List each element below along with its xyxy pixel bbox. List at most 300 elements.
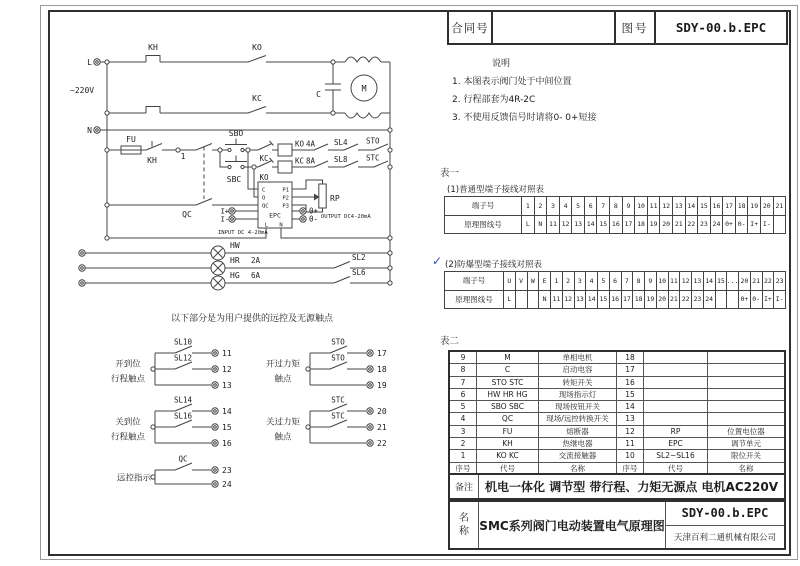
terminal-number-cell: 1 xyxy=(551,272,562,291)
label-ko: KO xyxy=(252,43,262,52)
row-label-terminal: 端子号 xyxy=(445,197,521,216)
terminal-number-cell: V xyxy=(516,272,527,291)
parts-index-cell: 序号 xyxy=(450,462,476,474)
terminal-column xyxy=(515,272,527,308)
label-n: N xyxy=(87,126,92,135)
parts-name-cell xyxy=(707,400,784,412)
wire-number-cell: 22 xyxy=(681,295,690,304)
wire-number-cell: 17 xyxy=(624,220,633,229)
table2-caption: 表二 xyxy=(440,336,460,347)
terminal-number-cell: 17 xyxy=(723,197,735,216)
terminal-number-cell: 15 xyxy=(698,197,710,216)
group5-title: 远控指示 xyxy=(116,473,152,484)
label-kc-interlock: KC xyxy=(259,154,269,163)
terminal-12: 12 xyxy=(222,365,232,374)
label-sto: STO xyxy=(366,136,380,146)
row-label-wire: 原理图线号 xyxy=(464,219,502,229)
label-2a: 2A xyxy=(251,256,261,265)
parts-index-cell: 13 xyxy=(616,412,643,424)
control-circuit xyxy=(105,129,392,219)
label-qc-switch: QC xyxy=(182,210,192,219)
terminal-number-cell: 11 xyxy=(669,272,680,291)
table2-subtitle: (2)防爆型端子接线对照表 xyxy=(445,260,543,270)
parts-index-cell: 12 xyxy=(616,425,643,437)
parts-code-cell: 代号 xyxy=(643,462,707,474)
terminal-column xyxy=(735,197,748,233)
terminal-column xyxy=(609,197,622,233)
terminal-number-cell: U xyxy=(504,272,515,291)
label-kh-control: KH xyxy=(147,156,157,165)
terminal-column xyxy=(621,272,633,308)
terminal-column xyxy=(550,272,562,308)
label-fu: FU xyxy=(126,135,136,144)
wire-number-cell: 0- xyxy=(737,220,746,229)
terminal-number-cell: 2 xyxy=(535,197,547,216)
terminal-number-cell: 1 xyxy=(522,197,534,216)
label-i-minus: I- xyxy=(220,215,229,224)
label-voltage: ~220V xyxy=(70,86,95,95)
terminal-column xyxy=(596,197,609,233)
label-stc: STC xyxy=(366,153,380,163)
parts-name-cell: 现场指示灯 xyxy=(538,388,616,400)
terminal-number-cell: 4 xyxy=(586,272,597,291)
terminal-number-cell: 15 xyxy=(716,272,727,291)
user-note: 以下部分是为用户提供的远控及无源触点 xyxy=(170,314,334,324)
terminal-number-cell: 11 xyxy=(648,197,660,216)
terminal-column xyxy=(760,197,773,233)
terminal-column xyxy=(685,197,698,233)
note-item: 1. 本图表示阀门处于中间位置 xyxy=(452,77,572,87)
wire-number-cell xyxy=(774,216,786,234)
parts-code-cell: STO STC xyxy=(476,376,538,388)
terminal-column xyxy=(622,197,635,233)
terminal-column xyxy=(585,272,597,308)
terminal-column xyxy=(722,197,735,233)
parts-index-cell: 3 xyxy=(450,425,476,437)
wire-number-cell: I- xyxy=(762,220,771,229)
parts-index-cell: 5 xyxy=(450,400,476,412)
label-ko-interlock: KO xyxy=(259,173,269,182)
table1-subtitle: (1)普通型端子接线对照表 xyxy=(447,185,545,195)
group4-title-2: 触点 xyxy=(274,432,292,443)
terminal-number-cell: 20 xyxy=(739,272,750,291)
contract-number-label: 合同号 xyxy=(451,20,489,35)
parts-index-cell: 18 xyxy=(616,352,643,363)
epc-pin-p2: P2 xyxy=(282,195,289,202)
note-item: 3. 不使用反馈信号时请将0- 0+短接 xyxy=(452,113,597,123)
terminal-number-cell: 5 xyxy=(598,272,609,291)
parts-name-cell xyxy=(707,352,784,363)
contact-group-open-torque xyxy=(266,338,387,391)
terminal-number-cell: 20 xyxy=(761,197,773,216)
title-block-top xyxy=(447,10,788,45)
terminal-number-cell: W xyxy=(528,272,539,291)
terminal-24: 24 xyxy=(222,480,232,489)
terminal-column xyxy=(634,197,647,233)
label-4a: 4A xyxy=(306,139,316,149)
label-node1: 1 xyxy=(180,152,186,161)
parts-name-cell: 现场按钮开关 xyxy=(538,400,616,412)
label-sl6: SL6 xyxy=(352,268,366,277)
terminal-column xyxy=(546,197,559,233)
remark-block xyxy=(448,473,786,500)
terminal-23: 23 xyxy=(222,466,232,475)
terminal-column xyxy=(632,272,644,308)
parts-code-cell: QC xyxy=(476,412,538,424)
label-sto-2: STO xyxy=(331,353,345,363)
terminal-number-cell: 23 xyxy=(774,272,785,291)
label-stc-2: STC xyxy=(331,411,345,421)
label-output: OUTPUT DC4-20mA xyxy=(321,214,371,220)
group2-title-2: 触点 xyxy=(274,374,292,385)
terminal-column xyxy=(527,272,539,308)
wire-number-cell: 0+ xyxy=(740,295,749,304)
terminal-number-cell: 3 xyxy=(547,197,559,216)
terminal-15: 15 xyxy=(222,423,232,432)
indicator-lamps xyxy=(79,241,392,290)
parts-index-cell: 17 xyxy=(616,363,643,375)
terminal-number-cell: 6 xyxy=(585,197,597,216)
label-qc-contact: QC xyxy=(178,454,188,464)
terminal-number-cell: 14 xyxy=(704,272,715,291)
terminal-column xyxy=(559,197,572,233)
label-hw: HW xyxy=(230,241,240,250)
terminal-number-cell: 22 xyxy=(763,272,774,291)
wire-number-cell: 14 xyxy=(587,295,596,304)
terminal-column xyxy=(571,197,584,233)
parts-index-cell: 4 xyxy=(450,412,476,424)
parts-code-cell: SL2~SL16 xyxy=(643,449,707,461)
parts-name-cell: 调节单元 xyxy=(707,437,784,449)
terminal-number-cell: 13 xyxy=(673,197,685,216)
wire-number-cell: 20 xyxy=(658,295,667,304)
parts-name-cell: 熔断器 xyxy=(538,425,616,437)
terminal-number-cell: 7 xyxy=(622,272,633,291)
contact-group-close-travel xyxy=(111,396,232,449)
notes-heading: 说明 xyxy=(492,59,511,69)
group2-title-1: 开过力矩 xyxy=(265,359,301,370)
remark-label: 备注 xyxy=(450,475,479,498)
wire-number-cell: N xyxy=(542,295,547,304)
terminal-20: 20 xyxy=(377,407,387,416)
wire-number-cell xyxy=(528,291,539,309)
terminal-number-cell: 16 xyxy=(711,197,723,216)
contact-group-open-travel xyxy=(111,338,232,391)
parts-name-cell: 交流接触器 xyxy=(538,449,616,461)
parts-code-cell xyxy=(643,412,707,424)
parts-index-cell: 10 xyxy=(616,449,643,461)
parts-code-cell: EPC xyxy=(643,437,707,449)
parts-code-cell: C xyxy=(476,363,538,375)
label-sto-1: STO xyxy=(331,337,345,347)
label-hg: HG xyxy=(230,271,240,280)
wire-number-cell: 13 xyxy=(575,295,584,304)
wire-number-cell: 20 xyxy=(662,220,671,229)
diagram-title: SMC系列阀门电动装置电气原理图 xyxy=(479,518,665,533)
wire-number-cell: 17 xyxy=(622,295,631,304)
label-sl12: SL12 xyxy=(173,353,193,363)
terminal-column xyxy=(747,197,760,233)
terminal-column xyxy=(710,197,723,233)
parts-code-cell xyxy=(643,376,707,388)
terminal-column xyxy=(726,272,738,308)
terminal-21: 21 xyxy=(377,423,387,432)
wire-number-cell: L xyxy=(507,295,512,304)
wire-number-cell: 11 xyxy=(549,220,557,229)
label-hr: HR xyxy=(230,256,240,265)
label-kc-coil: KC xyxy=(295,156,305,166)
parts-index-cell: 2 xyxy=(450,437,476,449)
parts-index-cell: 序号 xyxy=(616,462,643,474)
label-sl16: SL16 xyxy=(173,411,193,421)
terminal-column xyxy=(750,272,762,308)
terminal-14: 14 xyxy=(222,407,232,416)
parts-code-cell xyxy=(643,388,707,400)
terminal-column xyxy=(584,197,597,233)
terminal-number-cell: ... xyxy=(727,272,738,291)
wire-number-cell: 13 xyxy=(574,220,583,229)
drawing-number-value: SDY-00.b.EPC xyxy=(654,12,786,43)
parts-name-cell: 转矩开关 xyxy=(538,376,616,388)
notes xyxy=(452,55,782,127)
label-rp: RP xyxy=(330,194,340,203)
terminal-column xyxy=(538,272,550,308)
wire-number-cell xyxy=(716,291,727,309)
parts-code-cell: KH xyxy=(476,437,538,449)
terminal-column xyxy=(562,272,574,308)
parts-table xyxy=(448,350,786,476)
row-label-wire: 原理图线号 xyxy=(455,294,493,304)
drawing-number-label: 图号 xyxy=(614,12,654,43)
label-sl4: SL4 xyxy=(334,138,348,147)
motor-label: M xyxy=(361,84,367,95)
parts-name-cell: 位置电位器 xyxy=(707,425,784,437)
terminal-number-cell: 3 xyxy=(575,272,586,291)
epc-pin-n: N xyxy=(279,222,283,229)
terminal-number-cell: E xyxy=(539,272,550,291)
parts-name-cell: 名称 xyxy=(707,462,784,474)
parts-code-cell: 代号 xyxy=(476,462,538,474)
terminal-column xyxy=(656,272,668,308)
wire-number-cell: 22 xyxy=(687,220,696,229)
drawing-number: SDY-00.b.EPC xyxy=(666,502,784,526)
wire-number-cell: 16 xyxy=(611,220,620,229)
company-name: 天津百利二通机械有限公司 xyxy=(673,532,776,543)
title-block-bottom xyxy=(448,500,786,550)
name-label xyxy=(450,502,479,548)
label-6a: 6A xyxy=(251,271,261,280)
parts-code-cell: FU xyxy=(476,425,538,437)
wire-number-cell: 12 xyxy=(564,295,573,304)
terminal-number-cell: 12 xyxy=(680,272,691,291)
parts-code-cell xyxy=(643,400,707,412)
parts-index-cell: 11 xyxy=(616,437,643,449)
wire-number-cell xyxy=(727,291,738,309)
wire-number-cell: 24 xyxy=(712,220,721,229)
label-o-minus: 0- xyxy=(309,214,319,224)
terminal-column xyxy=(697,197,710,233)
terminal-column xyxy=(672,197,685,233)
name-label-char2: 称 xyxy=(459,526,469,537)
terminal-column xyxy=(647,197,660,233)
group3-title-2: 行程触点 xyxy=(110,432,146,443)
terminal-number-cell: 21 xyxy=(774,197,786,216)
terminal-number-cell: 5 xyxy=(572,197,584,216)
wire-number-cell: 24 xyxy=(705,295,714,304)
row-label-terminal: 端子号 xyxy=(445,272,503,291)
terminal-column xyxy=(691,272,703,308)
terminal-column xyxy=(773,197,786,233)
terminal-column xyxy=(703,272,715,308)
label-sl14: SL14 xyxy=(173,395,193,405)
terminal-column xyxy=(521,197,534,233)
terminal-number-cell: 19 xyxy=(748,197,760,216)
terminal-table-labels xyxy=(445,272,503,308)
parts-name-cell: 单相电机 xyxy=(538,352,616,363)
label-sl8: SL8 xyxy=(334,155,348,164)
epc-pin-qc: QC xyxy=(262,203,269,210)
name-label-char1: 名 xyxy=(459,513,469,524)
wire-number-cell: 23 xyxy=(693,295,702,304)
parts-index-cell: 9 xyxy=(460,353,466,362)
terminal-22: 22 xyxy=(377,439,387,448)
terminal-number-cell: 10 xyxy=(657,272,668,291)
terminal-column xyxy=(597,272,609,308)
terminal-table-explosion-proof xyxy=(444,271,786,309)
terminal-column xyxy=(644,272,656,308)
terminal-column xyxy=(762,272,774,308)
parts-name-cell: 启动电容 xyxy=(538,363,616,375)
terminal-number-cell: 12 xyxy=(660,197,672,216)
parts-index-cell: 16 xyxy=(616,376,643,388)
label-o-plus: 0+ xyxy=(309,206,319,216)
terminal-column xyxy=(738,272,750,308)
wire-number-cell: 21 xyxy=(669,295,678,304)
terminal-table-labels xyxy=(445,197,521,233)
terminal-table-normal xyxy=(444,196,786,234)
wire-number-cell: L xyxy=(525,220,530,229)
terminal-16: 16 xyxy=(222,439,232,448)
parts-name-cell xyxy=(707,388,784,400)
parts-code-cell: HW HR HG xyxy=(476,388,538,400)
parts-index-cell: 15 xyxy=(616,388,643,400)
label-8a: 8A xyxy=(306,156,316,166)
wire-number-cell: I+ xyxy=(750,220,759,229)
label-stc-1: STC xyxy=(331,395,345,405)
parts-code-cell: M xyxy=(476,352,538,363)
terminal-number-cell: 9 xyxy=(645,272,656,291)
note-item: 2. 行程部套为4R-2C xyxy=(452,95,536,105)
check-mark: ✓ xyxy=(432,254,443,268)
terminal-18: 18 xyxy=(377,365,387,374)
parts-index-cell: 6 xyxy=(450,388,476,400)
group1-title-1: 开到位 xyxy=(115,359,141,370)
wire-number-cell: 0- xyxy=(752,295,761,304)
wire-number-cell: 16 xyxy=(611,295,620,304)
label-sbo: SBO xyxy=(228,129,244,138)
wire-number-cell: 21 xyxy=(674,220,683,229)
parts-code-cell: KO KC xyxy=(476,449,538,461)
wire-number-cell xyxy=(516,291,527,309)
wire-number-cell: 11 xyxy=(552,295,561,304)
contact-group-close-torque xyxy=(266,396,387,449)
parts-code-cell: RP xyxy=(643,425,707,437)
table1-caption: 表一 xyxy=(440,168,460,179)
parts-name-cell xyxy=(707,412,784,424)
label-sbc: SBC xyxy=(226,175,242,184)
terminal-column xyxy=(715,272,727,308)
terminal-11: 11 xyxy=(222,349,232,358)
parts-index-cell: 8 xyxy=(450,363,476,375)
wire-number-cell: 23 xyxy=(699,220,708,229)
label-input: INPUT DC 4-20mA xyxy=(218,230,268,236)
terminal-column xyxy=(773,272,785,308)
terminal-number-cell: 2 xyxy=(563,272,574,291)
label-sl10: SL10 xyxy=(173,337,193,347)
terminal-13: 13 xyxy=(222,381,232,390)
terminal-number-cell: 9 xyxy=(623,197,635,216)
terminal-number-cell: 10 xyxy=(635,197,647,216)
terminal-column xyxy=(679,272,691,308)
terminal-column xyxy=(534,197,547,233)
parts-name-cell: 现场/远控转换开关 xyxy=(538,412,616,424)
epc-pin-o: O xyxy=(262,195,266,202)
epc-pin-p3: P3 xyxy=(282,203,289,210)
wire-number-cell: 12 xyxy=(561,220,570,229)
wire-number-cell: 14 xyxy=(586,220,595,229)
parts-name-cell: 名称 xyxy=(538,462,616,474)
terminal-number-cell: 21 xyxy=(751,272,762,291)
contact-group-remote-indicator xyxy=(117,455,232,490)
terminal-17: 17 xyxy=(377,349,387,358)
epc-pin-c: C xyxy=(262,187,266,194)
parts-index-cell: 14 xyxy=(616,400,643,412)
terminal-19: 19 xyxy=(377,381,387,390)
terminal-column xyxy=(574,272,586,308)
group4-title-1: 关过力矩 xyxy=(265,417,301,428)
terminal-column xyxy=(609,272,621,308)
parts-name-cell: 热继电器 xyxy=(538,437,616,449)
terminal-column xyxy=(659,197,672,233)
wire-number-cell: 19 xyxy=(646,295,655,304)
terminal-column xyxy=(503,272,515,308)
title-block-right-column xyxy=(665,502,784,548)
label-kc: KC xyxy=(252,94,262,103)
parts-code-cell xyxy=(643,363,707,375)
label-ko-coil: KO xyxy=(295,139,305,149)
parts-index-cell: 1 xyxy=(450,449,476,461)
parts-index-cell: 7 xyxy=(450,376,476,388)
terminal-number-cell: 4 xyxy=(560,197,572,216)
terminal-column xyxy=(668,272,680,308)
terminal-number-cell: 13 xyxy=(692,272,703,291)
wire-number-cell: 15 xyxy=(599,295,608,304)
wire-number-cell: 15 xyxy=(599,220,608,229)
terminal-number-cell: 7 xyxy=(597,197,609,216)
terminal-number-cell: 18 xyxy=(736,197,748,216)
wire-number-cell: 18 xyxy=(634,295,643,304)
label-l: L xyxy=(87,58,92,67)
group3-title-1: 关到位 xyxy=(115,417,141,428)
wire-number-cell: I+ xyxy=(763,295,772,304)
group1-title-2: 行程触点 xyxy=(110,374,146,385)
epc-pin-l: L xyxy=(264,222,269,229)
wire-number-cell: N xyxy=(538,220,543,229)
parts-name-cell: 限位开关 xyxy=(707,449,784,461)
wire-number-cell: 18 xyxy=(637,220,645,229)
terminal-number-cell: 6 xyxy=(610,272,621,291)
parts-code-cell xyxy=(643,352,707,363)
